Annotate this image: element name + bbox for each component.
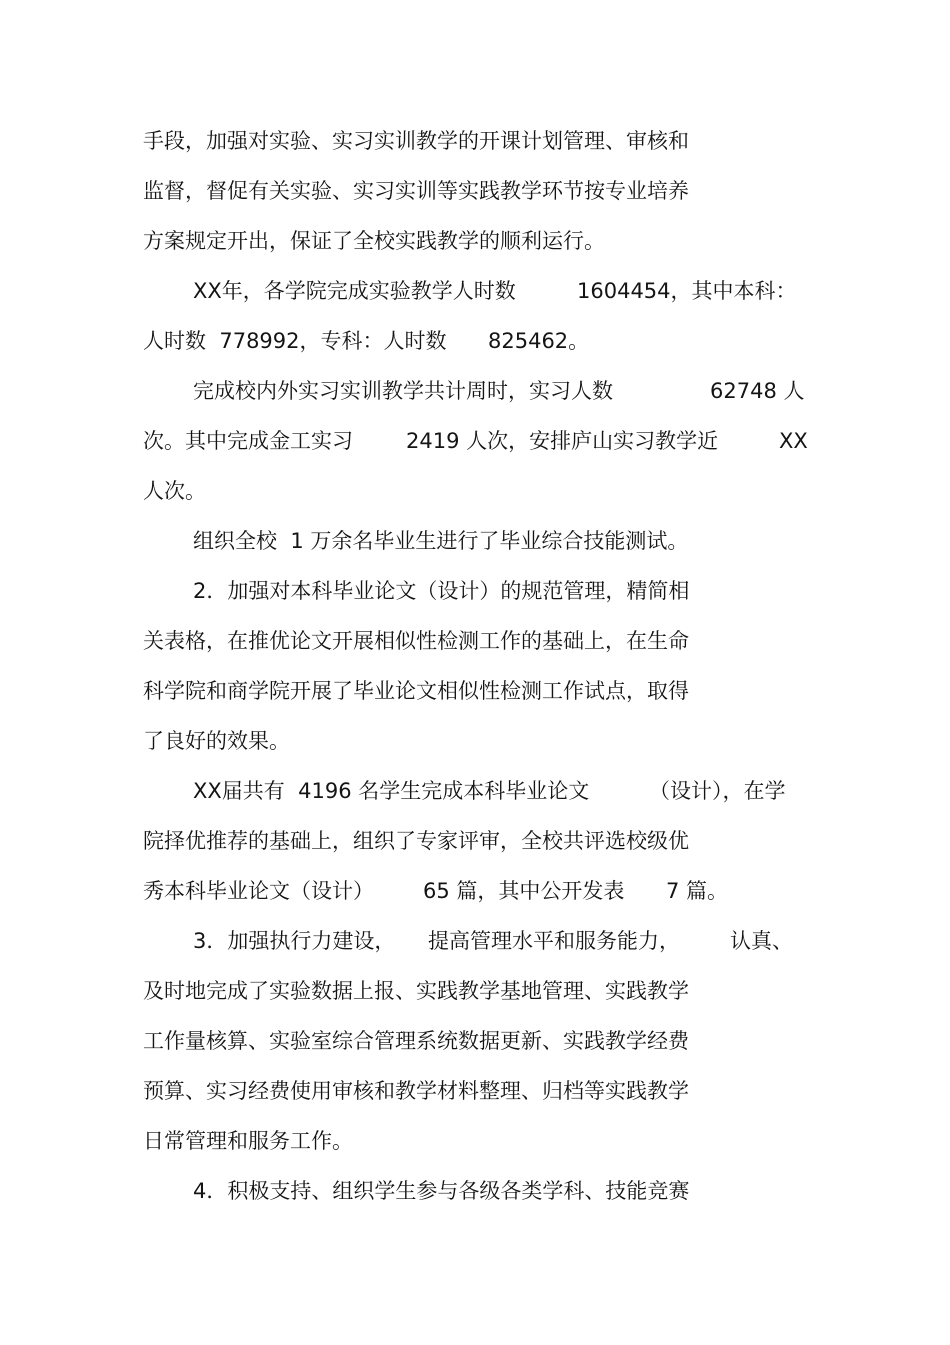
text-segment: 3．加强执行力建设， (193, 929, 396, 953)
text-line: 手段，加强对实验、实习实训教学的开课计划管理、审核和 (143, 129, 689, 153)
text-line: 预算、实习经费使用审核和教学材料整理、归档等实践教学 (143, 1079, 689, 1103)
text-segment: 认真、 (730, 929, 793, 953)
text-segment: XX年，各学院完成实验教学人时数 (193, 279, 516, 303)
text-segment: 62748 人 (710, 379, 805, 403)
text-segment: 1604454，其中本科： (577, 279, 797, 303)
text-segment: 7 篇。 (666, 879, 729, 903)
text-line: 工作量核算、实验室综合管理系统数据更新、实践教学经费 (143, 1029, 689, 1053)
text-line: 院择优推荐的基础上，组织了专家评审，全校共评选校级优 (143, 829, 689, 853)
text-segment: （设计），在学 (649, 779, 786, 803)
text-line: 方案规定开出，保证了全校实践教学的顺利运行。 (143, 229, 605, 253)
text-line (143, 424, 823, 458)
text-line: 监督，督促有关实验、实习实训等实践教学环节按专业培养 (143, 179, 689, 203)
text-line: 日常管理和服务工作。 (143, 1129, 353, 1153)
text-segment: 825462。 (488, 329, 590, 353)
text-line: 科学院和商学院开展了毕业论文相似性检测工作试点，取得 (143, 679, 689, 703)
text-line (193, 374, 813, 408)
text-line: 组织全校 1 万余名毕业生进行了毕业综合技能测试。 (193, 529, 689, 553)
text-segment: XX (779, 429, 808, 453)
text-line: 及时地完成了实验数据上报、实践教学基地管理、实践教学 (143, 979, 689, 1003)
text-line (143, 324, 763, 358)
text-line (143, 874, 763, 908)
text-segment: 提高管理水平和服务能力， (428, 929, 680, 953)
text-segment: 65 篇，其中公开发表 (423, 879, 625, 903)
text-line: 了良好的效果。 (143, 729, 290, 753)
text-segment: 人时数 778992，专科：人时数 (143, 329, 447, 353)
text-line: 人次。 (143, 479, 206, 503)
text-segment: 2419 人次，安排庐山实习教学近 (406, 429, 719, 453)
text-segment: 完成校内外实习实训教学共计周时，实习人数 (193, 379, 613, 403)
text-line: 2．加强对本科毕业论文（设计）的规范管理，精简相 (193, 579, 690, 603)
text-segment: XX届共有 4196 名学生完成本科毕业论文 (193, 779, 590, 803)
text-line (193, 774, 813, 808)
text-line: 关表格，在推优论文开展相似性检测工作的基础上，在生命 (143, 629, 689, 653)
text-line (193, 924, 813, 958)
text-segment: 次。其中完成金工实习 (143, 429, 353, 453)
text-segment: 秀本科毕业论文（设计） (143, 879, 374, 903)
text-line: 4．积极支持、组织学生参与各级各类学科、技能竞赛 (193, 1179, 690, 1203)
text-line (193, 274, 813, 308)
